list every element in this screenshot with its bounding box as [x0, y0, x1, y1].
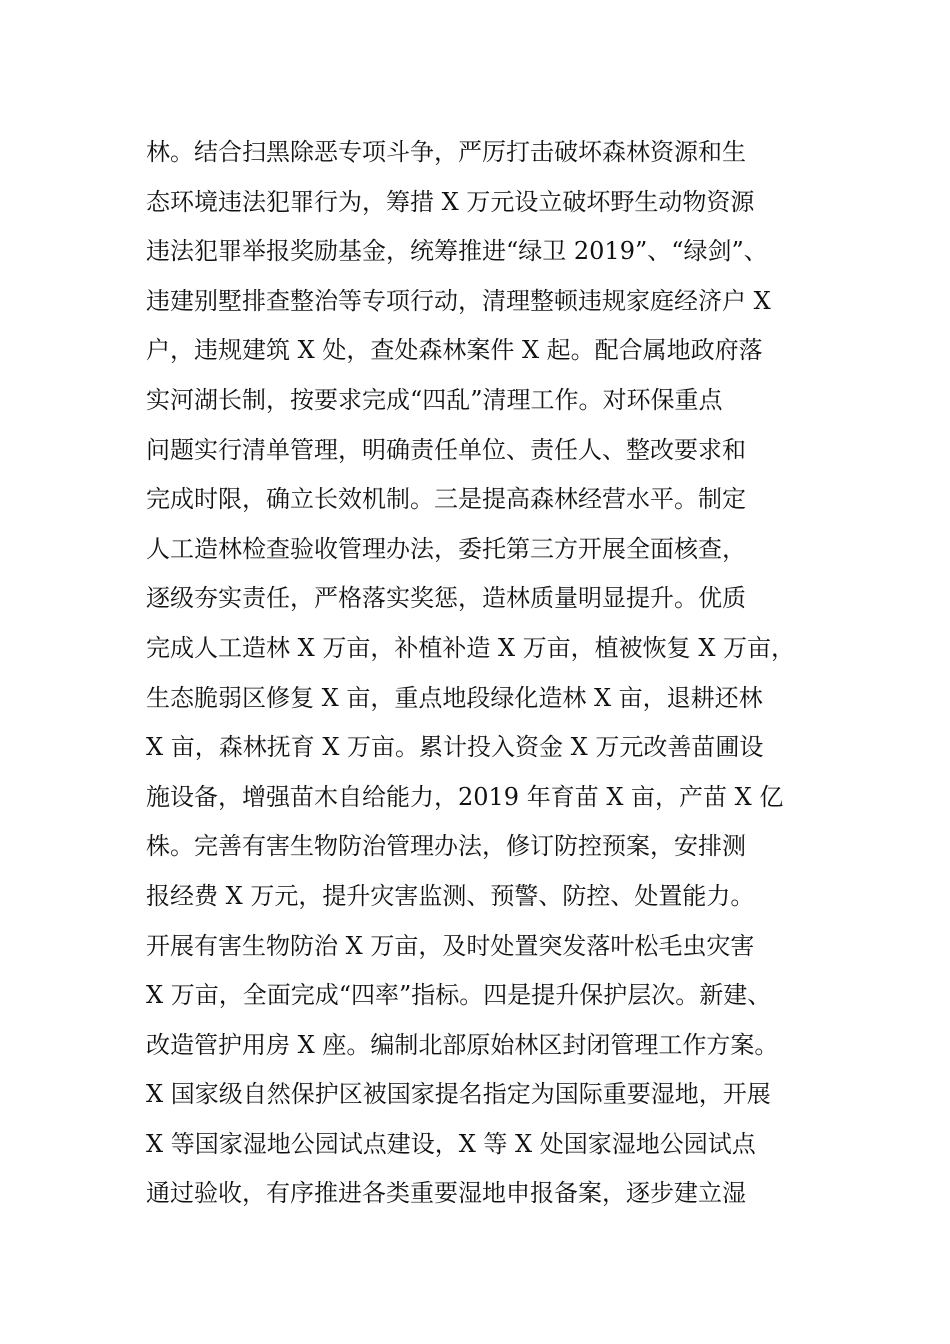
- text-line: 开展有害生物防治 X 万亩，及时处置突发落叶松毛虫灾害: [146, 931, 755, 960]
- text-line: 施设备，增强苗木自给能力，2019 年育苗 X 亩，产苗 X 亿: [146, 782, 784, 811]
- text-line: 完成时限，确立长效机制。三是提高森林经营水平。制定: [146, 485, 746, 514]
- text-line: X 亩，森林抚育 X 万亩。累计投入资金 X 万元改善苗圃设: [146, 733, 764, 762]
- text-line: 违法犯罪举报奖励基金，统筹推进“绿卫 2019”、“绿剑”、: [146, 237, 768, 266]
- text-line: 逐级夯实责任，严格落实奖惩，造林质量明显提升。优质: [146, 584, 746, 613]
- text-line: 通过验收，有序推进各类重要湿地申报备案，逐步建立湿: [146, 1179, 746, 1208]
- text-line: 改造管护用房 X 座。编制北部原始林区封闭管理工作方案。: [146, 1030, 779, 1059]
- text-line: 完成人工造林 X 万亩，补植补造 X 万亩，植被恢复 X 万亩，: [146, 633, 796, 662]
- text-line: 态环境违法犯罪行为，筹措 X 万元设立破坏野生动物资源: [146, 187, 755, 216]
- text-line: X 等国家湿地公园试点建设，X 等 X 处国家湿地公园试点: [146, 1129, 756, 1158]
- text-line: 违建别墅排查整治等专项行动，清理整顿违规家庭经济户 X: [146, 286, 771, 315]
- text-line: X 国家级自然保护区被国家提名指定为国际重要湿地，开展: [146, 1080, 771, 1109]
- text-line: X 万亩，全面完成“四率”指标。四是提升保护层次。新建、: [146, 981, 772, 1010]
- text-line: 生态脆弱区修复 X 亩，重点地段绿化造林 X 亩，退耕还林: [146, 683, 763, 712]
- text-line: 报经费 X 万元，提升灾害监测、预警、防控、处置能力。: [146, 881, 755, 910]
- text-line: 户，违规建筑 X 处，查处森林案件 X 起。配合属地政府落: [146, 336, 763, 365]
- text-line: 实河湖长制，按要求完成“四乱”清理工作。对环保重点: [146, 385, 723, 414]
- text-line: 株。完善有害生物防治管理办法，修订防控预案，安排测: [146, 832, 746, 861]
- text-line: 问题实行清单管理，明确责任单位、责任人、整改要求和: [146, 435, 746, 464]
- body-text: [146, 128, 836, 1219]
- text-line: 林。结合扫黑除恶专项斗争，严厉打击破坏森林资源和生: [146, 138, 746, 166]
- text-line: 人工造林检查验收管理办法，委托第三方开展全面核查，: [146, 534, 746, 563]
